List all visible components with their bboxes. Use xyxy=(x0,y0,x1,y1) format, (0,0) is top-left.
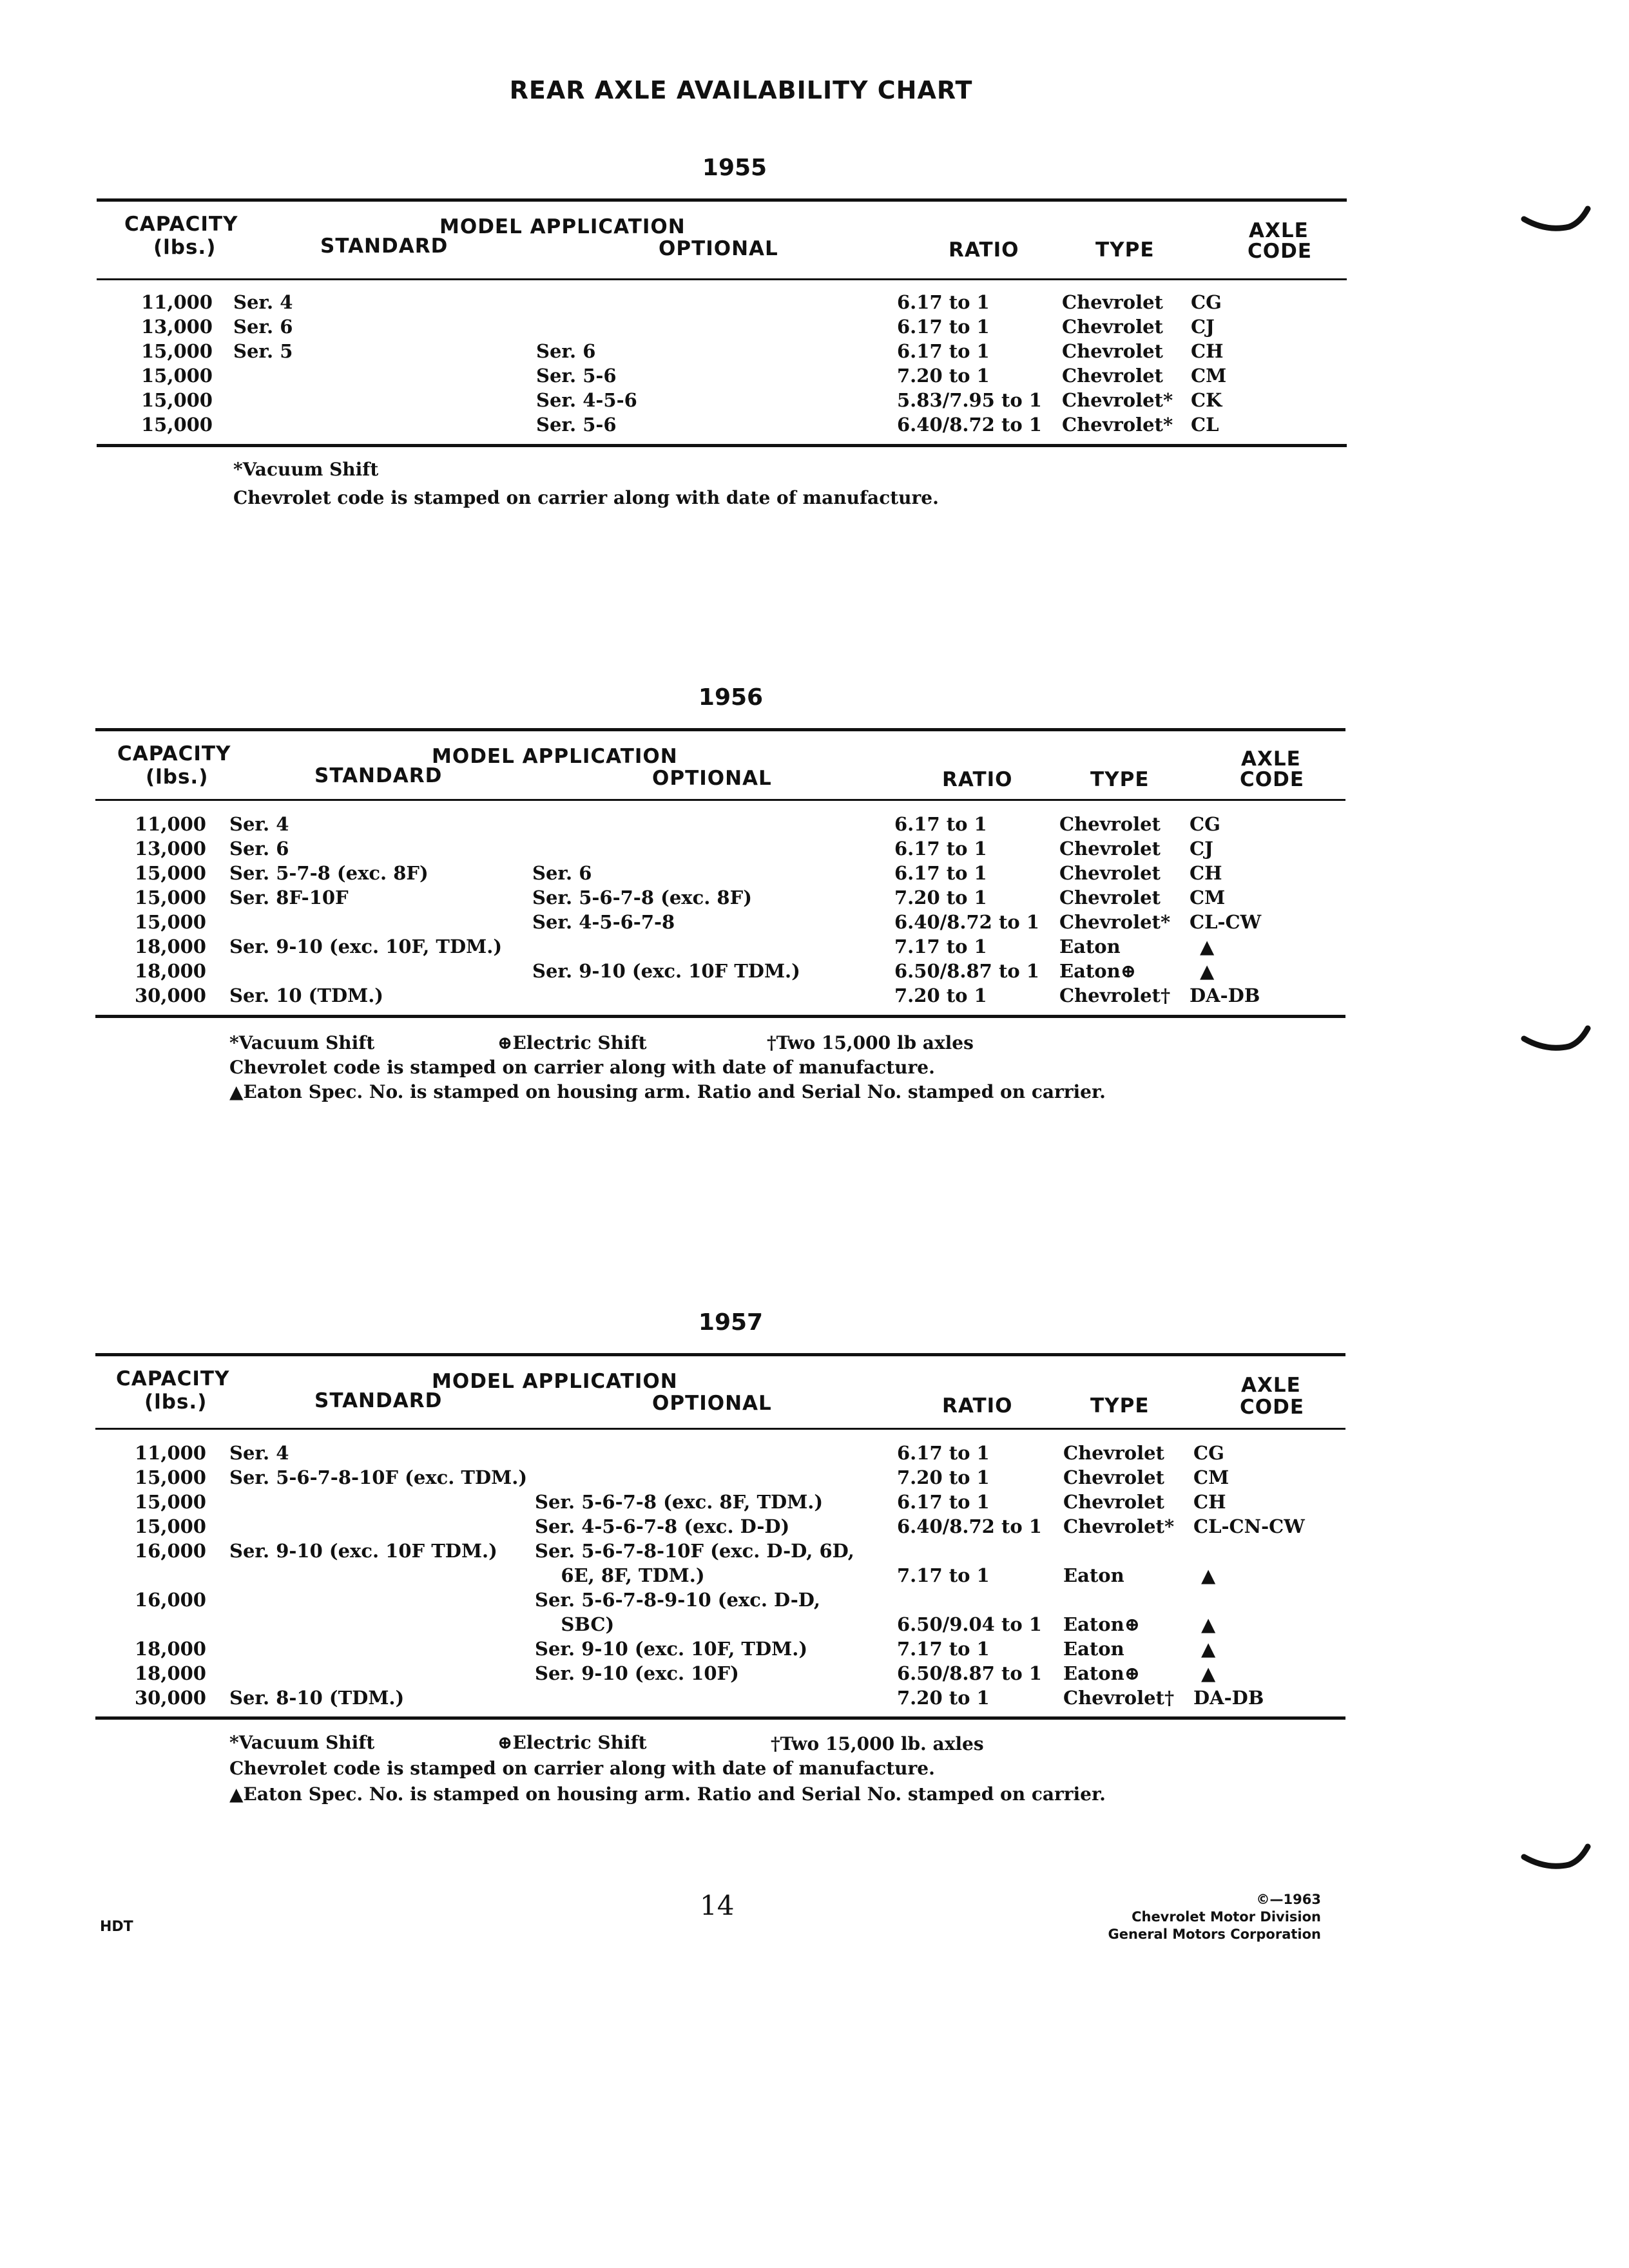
optional-cell: Ser. 5-6-7-8-10F (exc. D-D, 6D, xyxy=(535,1540,854,1562)
section-year: 1957 xyxy=(698,1309,764,1336)
axle-code-cell: ▲ xyxy=(1200,960,1215,982)
margin-check-mark-icon xyxy=(1521,1843,1592,1875)
type-cell: Chevrolet xyxy=(1063,1466,1164,1488)
table-row xyxy=(0,1638,1629,1662)
table-top-rule xyxy=(95,728,1345,731)
table-row xyxy=(0,1515,1629,1540)
capacity-cell: 30,000 xyxy=(135,1687,206,1709)
table-row xyxy=(0,291,1629,316)
capacity-cell: 15,000 xyxy=(135,887,206,908)
standard-cell: Ser. 9-10 (exc. 10F, TDM.) xyxy=(229,936,503,957)
ratio-cell: 7.17 to 1 xyxy=(897,1638,990,1660)
ratio-cell: 7.20 to 1 xyxy=(897,365,990,387)
axle-code-cell: DA-DB xyxy=(1190,985,1260,1006)
axle-code-cell: CJ xyxy=(1191,316,1215,338)
optional-cell: Ser. 9-10 (exc. 10F, TDM.) xyxy=(535,1638,808,1660)
type-cell: Chevrolet xyxy=(1063,1491,1164,1513)
capacity-cell: 15,000 xyxy=(135,1515,206,1537)
axle-code-cell: CH xyxy=(1193,1491,1226,1513)
table-row xyxy=(0,316,1629,340)
ratio-cell: 6.50/8.87 to 1 xyxy=(897,1662,1042,1684)
header-capacity: CAPACITY xyxy=(124,213,238,236)
optional-cell: Ser. 5-6-7-8 (exc. 8F) xyxy=(532,887,752,908)
ratio-cell: 6.17 to 1 xyxy=(897,316,990,338)
type-cell: Chevrolet† xyxy=(1063,1687,1175,1709)
capacity-cell: 15,000 xyxy=(141,389,213,411)
table-top-rule xyxy=(95,1353,1345,1356)
capacity-cell: 18,000 xyxy=(135,936,206,957)
header-rule xyxy=(97,278,1347,280)
axle-code-cell: ▲ xyxy=(1201,1662,1216,1684)
table-row xyxy=(0,960,1629,985)
type-cell: Eaton xyxy=(1063,1638,1124,1660)
table-row xyxy=(0,887,1629,911)
optional-cell: Ser. 4-5-6-7-8 (exc. D-D) xyxy=(535,1515,790,1537)
header-capacity-unit: (lbs.) xyxy=(153,236,217,259)
header-capacity: CAPACITY xyxy=(117,742,231,765)
capacity-cell: 11,000 xyxy=(135,813,206,835)
optional-cell: Ser. 9-10 (exc. 10F) xyxy=(535,1662,739,1684)
standard-cell: Ser. 6 xyxy=(233,316,293,338)
note-electric-shift: ⊕Electric Shift xyxy=(497,1032,647,1053)
type-cell: Eaton xyxy=(1063,1564,1124,1586)
section-1955 xyxy=(0,155,1629,735)
header-type: TYPE xyxy=(1090,1394,1150,1418)
type-cell: Chevrolet xyxy=(1062,316,1163,338)
type-cell: Chevrolet† xyxy=(1059,985,1171,1006)
ratio-cell: 6.17 to 1 xyxy=(897,1491,990,1513)
capacity-cell: 15,000 xyxy=(135,911,206,933)
axle-code-cell: CG xyxy=(1190,813,1220,835)
capacity-cell: 15,000 xyxy=(135,862,206,884)
type-cell: Chevrolet xyxy=(1059,862,1161,884)
optional-cell: Ser. 5-6-7-8 (exc. 8F, TDM.) xyxy=(535,1491,824,1513)
table-row xyxy=(0,389,1629,414)
axle-code-cell: ▲ xyxy=(1201,1638,1216,1660)
table-row xyxy=(0,365,1629,389)
axle-code-cell: DA-DB xyxy=(1193,1687,1264,1709)
note-vacuum-shift: *Vacuum Shift xyxy=(229,1032,375,1053)
ratio-cell: 6.17 to 1 xyxy=(897,291,990,313)
header-standard: STANDARD xyxy=(314,1389,443,1412)
corporation-name: General Motors Corporation xyxy=(1108,1927,1321,1942)
table-bottom-rule xyxy=(97,444,1347,447)
header-model-application: MODEL APPLICATION xyxy=(432,745,678,768)
note-two-axles: †Two 15,000 lb. axles xyxy=(771,1733,984,1754)
header-capacity: CAPACITY xyxy=(116,1367,230,1390)
note-chevrolet-code: Chevrolet code is stamped on carrier along with date of manufacture. xyxy=(233,487,939,508)
capacity-cell: 15,000 xyxy=(141,340,213,362)
note-eaton-spec: ▲Eaton Spec. No. is stamped on housing arm. Ratio and Serial No. stamped on carrier. xyxy=(229,1783,1106,1805)
note-chevrolet-code: Chevrolet code is stamped on carrier along with date of manufacture. xyxy=(229,1057,935,1078)
header-ratio: RATIO xyxy=(949,238,1019,262)
capacity-cell: 15,000 xyxy=(141,414,213,436)
type-cell: Chevrolet xyxy=(1059,813,1161,835)
header-ratio: RATIO xyxy=(942,768,1013,791)
table-row xyxy=(0,911,1629,936)
header-standard: STANDARD xyxy=(314,764,443,787)
axle-code-cell: CL xyxy=(1191,414,1219,436)
axle-code-cell: CJ xyxy=(1190,838,1213,860)
type-cell: Chevrolet xyxy=(1062,365,1163,387)
table-row xyxy=(0,1589,1629,1613)
axle-code-cell: ▲ xyxy=(1201,1613,1216,1635)
header-type: TYPE xyxy=(1090,768,1150,791)
standard-cell: Ser. 10 (TDM.) xyxy=(229,985,384,1006)
table-row xyxy=(0,1491,1629,1515)
type-cell: Eaton⊕ xyxy=(1059,960,1137,982)
copyright-year: ©—1963 xyxy=(1256,1892,1321,1907)
axle-code-cell: CL-CN-CW xyxy=(1193,1515,1305,1537)
axle-code-cell: CH xyxy=(1191,340,1224,362)
ratio-cell: 6.17 to 1 xyxy=(897,1442,990,1464)
axle-code-cell: CG xyxy=(1193,1442,1224,1464)
standard-cell: Ser. 5 xyxy=(233,340,293,362)
header-optional: OPTIONAL xyxy=(652,767,772,790)
header-code: CODE xyxy=(1248,240,1313,263)
standard-cell: Ser. 4 xyxy=(229,1442,289,1464)
table-row xyxy=(0,340,1629,365)
capacity-cell: 13,000 xyxy=(135,838,206,860)
ratio-cell: 6.17 to 1 xyxy=(894,813,987,835)
table-row xyxy=(0,1564,1629,1589)
table-row xyxy=(0,985,1629,1009)
optional-cell: 6E, 8F, TDM.) xyxy=(535,1564,705,1586)
page-number: 14 xyxy=(700,1890,735,1921)
note-vacuum-shift: *Vacuum Shift xyxy=(229,1732,375,1753)
table-row xyxy=(0,1662,1629,1687)
table-row xyxy=(0,862,1629,887)
axle-code-cell: CH xyxy=(1190,862,1222,884)
table-top-rule xyxy=(97,198,1347,202)
capacity-cell: 18,000 xyxy=(135,1662,206,1684)
division-name: Chevrolet Motor Division xyxy=(1132,1909,1321,1925)
header-rule xyxy=(95,799,1345,801)
axle-code-cell: CM xyxy=(1193,1466,1229,1488)
header-code: CODE xyxy=(1240,1396,1305,1419)
optional-cell: Ser. 4-5-6-7-8 xyxy=(532,911,675,933)
axle-code-cell: ▲ xyxy=(1201,1564,1216,1586)
ratio-cell: 6.17 to 1 xyxy=(894,862,987,884)
standard-cell: Ser. 9-10 (exc. 10F TDM.) xyxy=(229,1540,497,1562)
axle-code-cell: CM xyxy=(1191,365,1227,387)
table-row xyxy=(0,1613,1629,1638)
header-capacity-unit: (lbs.) xyxy=(144,1390,207,1414)
standard-cell: Ser. 5-7-8 (exc. 8F) xyxy=(229,862,429,884)
table-row xyxy=(0,1442,1629,1466)
header-code: CODE xyxy=(1240,768,1305,791)
section-year: 1956 xyxy=(698,684,764,711)
type-cell: Eaton⊕ xyxy=(1063,1662,1141,1684)
ratio-cell: 6.40/8.72 to 1 xyxy=(894,911,1039,933)
capacity-cell: 30,000 xyxy=(135,985,206,1006)
standard-cell: Ser. 5-6-7-8-10F (exc. TDM.) xyxy=(229,1466,528,1488)
type-cell: Chevrolet xyxy=(1062,340,1163,362)
table-row xyxy=(0,936,1629,960)
type-cell: Chevrolet* xyxy=(1063,1515,1175,1537)
ratio-cell: 7.20 to 1 xyxy=(897,1687,990,1709)
note-vacuum-shift: *Vacuum Shift xyxy=(233,459,379,480)
type-cell: Chevrolet* xyxy=(1062,389,1173,411)
ratio-cell: 6.50/9.04 to 1 xyxy=(897,1613,1042,1635)
standard-cell: Ser. 4 xyxy=(233,291,293,313)
optional-cell: Ser. 9-10 (exc. 10F TDM.) xyxy=(532,960,800,982)
capacity-cell: 11,000 xyxy=(141,291,213,313)
axle-code-cell: CG xyxy=(1191,291,1222,313)
standard-cell: Ser. 4 xyxy=(229,813,289,835)
type-cell: Chevrolet xyxy=(1059,887,1161,908)
standard-cell: Ser. 8-10 (TDM.) xyxy=(229,1687,405,1709)
footer-code: HDT xyxy=(100,1919,133,1935)
section-year: 1955 xyxy=(702,155,767,181)
header-model-application: MODEL APPLICATION xyxy=(432,1370,678,1393)
ratio-cell: 7.20 to 1 xyxy=(894,887,987,908)
note-eaton-spec: ▲Eaton Spec. No. is stamped on housing arm. Ratio and Serial No. stamped on carrier. xyxy=(229,1081,1106,1102)
capacity-cell: 15,000 xyxy=(141,365,213,387)
capacity-cell: 13,000 xyxy=(141,316,213,338)
standard-cell: Ser. 6 xyxy=(229,838,289,860)
type-cell: Chevrolet xyxy=(1062,291,1163,313)
optional-cell: Ser. 6 xyxy=(532,862,592,884)
note-chevrolet-code: Chevrolet code is stamped on carrier along with date of manufacture. xyxy=(229,1758,935,1779)
note-two-axles: †Two 15,000 lb axles xyxy=(767,1032,974,1053)
type-cell: Chevrolet xyxy=(1063,1442,1164,1464)
header-rule xyxy=(95,1428,1345,1430)
optional-cell: SBC) xyxy=(535,1613,615,1635)
capacity-cell: 11,000 xyxy=(135,1442,206,1464)
ratio-cell: 7.17 to 1 xyxy=(894,936,987,957)
ratio-cell: 6.40/8.72 to 1 xyxy=(897,1515,1042,1537)
standard-cell: Ser. 8F-10F xyxy=(229,887,349,908)
ratio-cell: 6.40/8.72 to 1 xyxy=(897,414,1042,436)
ratio-cell: 6.17 to 1 xyxy=(894,838,987,860)
optional-cell: Ser. 5-6 xyxy=(536,365,617,387)
ratio-cell: 6.50/8.87 to 1 xyxy=(894,960,1039,982)
type-cell: Eaton⊕ xyxy=(1063,1613,1141,1635)
capacity-cell: 15,000 xyxy=(135,1491,206,1513)
table-bottom-rule xyxy=(95,1716,1345,1720)
capacity-cell: 15,000 xyxy=(135,1466,206,1488)
axle-code-cell: CM xyxy=(1190,887,1226,908)
optional-cell: Ser. 5-6-7-8-9-10 (exc. D-D, xyxy=(535,1589,820,1611)
margin-check-mark-icon xyxy=(1521,1024,1592,1057)
header-type: TYPE xyxy=(1095,238,1155,262)
ratio-cell: 7.20 to 1 xyxy=(897,1466,990,1488)
header-standard: STANDARD xyxy=(320,235,448,258)
page-title: REAR AXLE AVAILABILITY CHART xyxy=(509,76,973,104)
ratio-cell: 5.83/7.95 to 1 xyxy=(897,389,1042,411)
ratio-cell: 6.17 to 1 xyxy=(897,340,990,362)
axle-code-cell: ▲ xyxy=(1200,936,1215,957)
capacity-cell: 18,000 xyxy=(135,960,206,982)
table-bottom-rule xyxy=(95,1015,1345,1018)
header-axle: AXLE xyxy=(1241,1374,1301,1397)
header-axle: AXLE xyxy=(1241,747,1301,771)
table-row xyxy=(0,414,1629,438)
ratio-cell: 7.20 to 1 xyxy=(894,985,987,1006)
table-row xyxy=(0,838,1629,862)
table-row xyxy=(0,1540,1629,1564)
table-row xyxy=(0,1687,1629,1711)
table-row xyxy=(0,813,1629,838)
capacity-cell: 16,000 xyxy=(135,1540,206,1562)
header-axle: AXLE xyxy=(1249,219,1309,242)
header-ratio: RATIO xyxy=(942,1394,1013,1418)
optional-cell: Ser. 4-5-6 xyxy=(536,389,637,411)
ratio-cell: 7.17 to 1 xyxy=(897,1564,990,1586)
type-cell: Chevrolet* xyxy=(1059,911,1171,933)
axle-code-cell: CL-CW xyxy=(1190,911,1262,933)
type-cell: Chevrolet xyxy=(1059,838,1161,860)
note-electric-shift: ⊕Electric Shift xyxy=(497,1732,647,1753)
section-1957 xyxy=(0,1309,1629,1889)
axle-code-cell: CK xyxy=(1191,389,1222,411)
margin-check-mark-icon xyxy=(1521,205,1592,237)
capacity-cell: 18,000 xyxy=(135,1638,206,1660)
optional-cell: Ser. 6 xyxy=(536,340,596,362)
capacity-cell: 16,000 xyxy=(135,1589,206,1611)
header-optional: OPTIONAL xyxy=(652,1392,772,1415)
copyright-block xyxy=(1108,1891,1321,1943)
section-1956 xyxy=(0,684,1629,1264)
header-optional: OPTIONAL xyxy=(659,237,778,260)
optional-cell: Ser. 5-6 xyxy=(536,414,617,436)
type-cell: Chevrolet* xyxy=(1062,414,1173,436)
table-row xyxy=(0,1466,1629,1491)
header-capacity-unit: (lbs.) xyxy=(146,765,209,789)
type-cell: Eaton xyxy=(1059,936,1121,957)
header-model-application: MODEL APPLICATION xyxy=(439,215,686,238)
